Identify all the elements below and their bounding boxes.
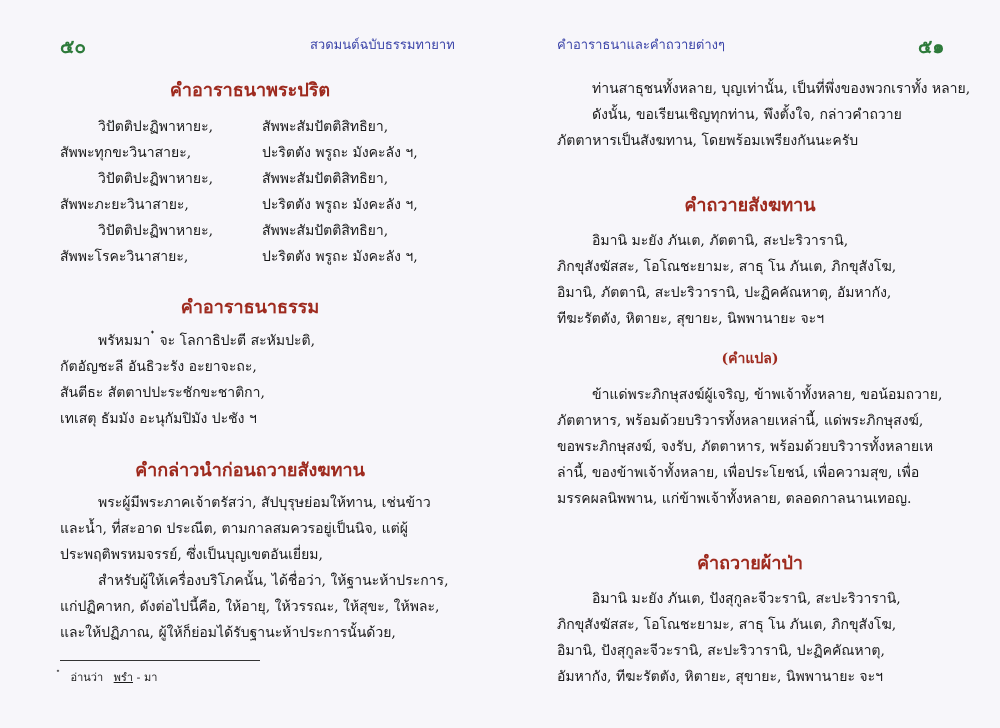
text-line: ทีฆะรัตตัง, หิตายะ, สุขายะ, นิพพานายะ จะฯ (557, 311, 825, 327)
verse-line: สัพพะสัมปัตติสิทธิยา, (262, 171, 389, 187)
text-line: อัมหากัง, ทีฆะรัตตัง, หิตายะ, สุขายะ, นิพพานายะ จะฯ (557, 669, 883, 685)
text-line: สันตีธะ สัตตาปปะระชักขะชาติกา, (60, 385, 265, 401)
text-line: พระผู้มีพระภาคเจ้าตรัสว่า, สัปบุรุษย่อมให้ทาน, เช่นข้าว (98, 495, 431, 511)
verse-line: สัพพะโรคะวินาสายะ, (60, 249, 189, 265)
verse-line: สัพพะสัมปัตติสิทธิยา, (262, 119, 389, 135)
verse-line: สัพพะภะยะวินาสายะ, (60, 197, 189, 213)
text-line: ภิกขุสังฆัสสะ, โอโณชะยามะ, สาธุ โน ภันเต, ภิกขุสังโฆ, (557, 259, 897, 275)
page-number: ๕๑ (918, 36, 945, 58)
text-line: ข้าแด่พระภิกษุสงฆ์ผู้เจริญ, ข้าพเจ้าทั้งหลาย, ขอน้อมถวาย, (592, 387, 943, 403)
text-line: อิมานิ, ภัตตานิ, สะปะริวารานิ, ปะฏิคคัณหาตุ, อัมหากัง, (557, 285, 892, 301)
verse-line: ปะริตตัง พรูถะ มังคะลัง ฯ, (262, 249, 418, 265)
text-line: เทเสตุ ธัมมัง อะนุกัมปิมัง ปะชัง ฯ (60, 411, 257, 427)
verse-line: สัพพะทุกขะวินาสายะ, (60, 145, 192, 161)
footnote-word: พรำ (113, 671, 133, 684)
footnote (60, 668, 157, 686)
text-line: ล่านี้, ของข้าพเจ้าทั้งหลาย, เพื่อประโยชน์, เพื่อความสุข, เพื่อ (557, 465, 920, 481)
text-line: อิมานิ มะยัง ภันเต, ภัตตานิ, สะปะริวารานิ, (592, 233, 849, 249)
text-line: และน้ำ, ที่สะอาด ประณีต, ตามกาลสมควรอยู่เป็นนิจ, แต่ผู้ (60, 521, 408, 537)
running-title: สวดมนต์ฉบับธรรมทายาท (310, 38, 455, 53)
text-line: แก่ปฏิคาหก, ดังต่อไปนี้คือ, ให้อายุ, ให้วรรณะ, ให้สุขะ, ให้พละ, (60, 599, 440, 615)
text-line: อิมานิ มะยัง ภันเต, ปังสุกูละจีวะรานิ, สะปะริวารานิ, (592, 591, 901, 607)
section-heading: คำถวายผ้าป่า (697, 553, 803, 574)
section-heading: คำกล่าวนำก่อนถวายสังฆทาน (135, 460, 365, 481)
text-line: สำหรับผู้ให้เครื่องบริโภคนั้น, ได้ชื่อว่า, ให้ฐานะห้าประการ, (98, 573, 449, 589)
footnote-suffix: - มา (136, 671, 158, 684)
page-number: ๕๐ (60, 36, 86, 58)
text-line: ภัตตาหารเป็นสังฆทาน, โดยพร้อมเพรียงกันนะครับ (557, 133, 859, 149)
section-heading: คำอาราธนาพระปริต (169, 80, 331, 101)
text-line: มรรคผลนิพพาน, แก่ข้าพเจ้าทั้งหลาย, ตลอดกาลนานเทอญ. (557, 491, 912, 507)
footnote-rule (60, 660, 260, 661)
verse-line: สัพพะสัมปัตติสิทธิยา, (262, 223, 389, 239)
verse-line: ปะริตตัง พรูถะ มังคะลัง ฯ, (262, 145, 418, 161)
verse-line: วิปัตติปะฏิพาหายะ, (98, 223, 214, 239)
text-line: พรัหมมา ๋ จะ โลกาธิปะตี สะหัมปะติ, (98, 333, 316, 349)
text-line: ประพฤติพรหมจรรย์, ซึ่งเป็นบุญเขตอันเยี่ยม, (60, 547, 323, 563)
section-heading: คำถวายสังฆทาน (684, 195, 816, 216)
translation-subheading: (คำแปล) (721, 351, 779, 367)
verse-line: ปะริตตัง พรูถะ มังคะลัง ฯ, (262, 197, 418, 213)
text-line: ดังนั้น, ขอเรียนเชิญทุกท่าน, พึงตั้งใจ, กล่าวคำถวาย (592, 107, 902, 123)
text-line: กัตอัญชะลี อันธิวะรัง อะยาจะถะ, (60, 359, 257, 375)
running-title: คำอาราธนาและคำถวายต่างๆ (557, 38, 725, 53)
section-heading: คำอาราธนาธรรม (180, 297, 320, 318)
right-page (500, 0, 1000, 728)
text-line: ภัตตาหาร, พร้อมด้วยบริวารทั้งหลายเหล่านี้, แด่พระภิกษุสงฆ์, (557, 413, 924, 429)
text-line: ภิกขุสังฆัสสะ, โอโณชะยามะ, สาธุ โน ภันเต, ภิกขุสังโฆ, (557, 617, 897, 633)
verse-line: วิปัตติปะฏิพาหายะ, (98, 119, 214, 135)
text-line: ท่านสาธุชนทั้งหลาย, บุญเท่านั้น, เป็นที่พึ่งของพวกเราทั้ง หลาย, (592, 81, 971, 97)
text-line: ขอพระภิกษุสงฆ์, จงรับ, ภัตตาหาร, พร้อมด้วยบริวารทั้งหลายเห (557, 439, 934, 455)
text-line: อิมานิ, ปังสุกูละจีวะรานิ, สะปะริวารานิ, ปะฏิคคัณหาตุ, (557, 643, 885, 659)
text-line: และให้ปฏิภาณ, ผู้ให้ก็ย่อมได้รับฐานะห้าประการนั้นด้วย, (60, 625, 396, 641)
verse-line: วิปัตติปะฏิพาหายะ, (98, 171, 214, 187)
footnote-prefix: อ่านว่า (70, 671, 104, 684)
